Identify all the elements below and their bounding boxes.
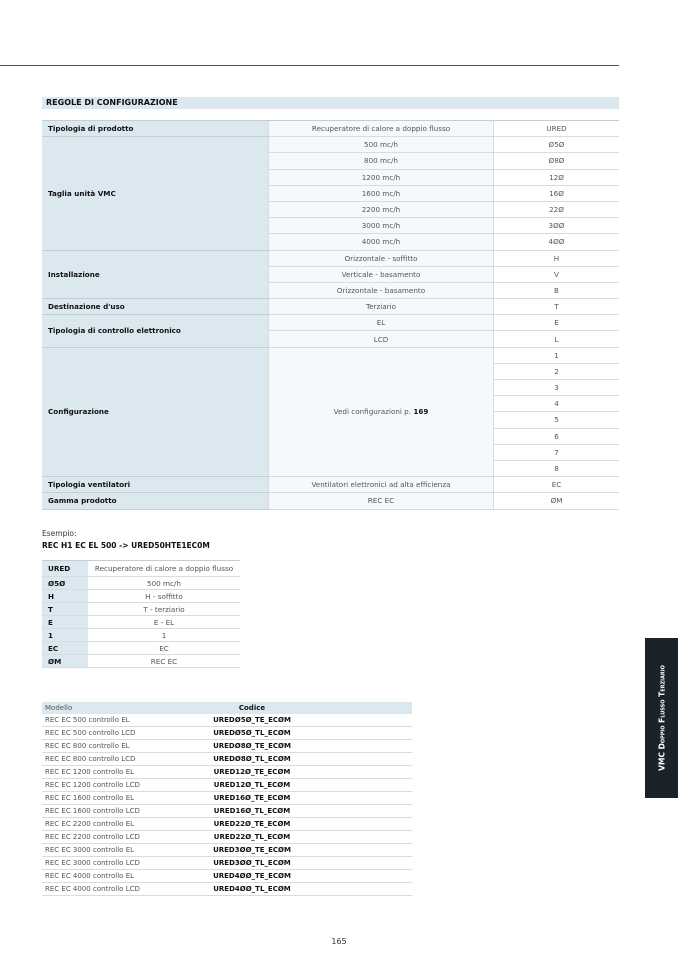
rule-option: 800 mc/h bbox=[269, 153, 494, 169]
product-code: UREDØ8Ø_TL_ECØM bbox=[152, 753, 412, 766]
rule-option: Terziario bbox=[269, 299, 494, 315]
rule-code: Ø8Ø bbox=[494, 153, 620, 169]
model-name: REC EC 500 controllo EL bbox=[42, 714, 152, 727]
example-code: Ø5Ø bbox=[42, 577, 88, 590]
rule-code: 3ØØ bbox=[494, 218, 620, 234]
section-title: REGOLE DI CONFIGURAZIONE bbox=[42, 97, 619, 109]
example-code: T bbox=[42, 603, 88, 616]
rule-option: 500 mc/h bbox=[269, 137, 494, 153]
product-code: URED16Ø_TL_ECØM bbox=[152, 805, 412, 818]
example-meaning: E - EL bbox=[88, 616, 240, 629]
code-row bbox=[42, 857, 412, 870]
code-row bbox=[42, 753, 412, 766]
example-label: Esempio: bbox=[42, 529, 77, 538]
example-row bbox=[42, 616, 240, 629]
example-code: ØM bbox=[42, 655, 88, 668]
model-name: REC EC 3000 controllo LCD bbox=[42, 857, 152, 870]
product-code: UREDØ8Ø_TE_ECØM bbox=[152, 740, 412, 753]
product-code: URED4ØØ_TE_ECØM bbox=[152, 870, 412, 883]
product-code: URED12Ø_TL_ECØM bbox=[152, 779, 412, 792]
rule-description bbox=[269, 347, 494, 477]
model-name: REC EC 500 controllo LCD bbox=[42, 727, 152, 740]
example-meaning: T - terziario bbox=[88, 603, 240, 616]
rule-code: 7 bbox=[494, 444, 620, 460]
rule-code: EC bbox=[494, 477, 620, 493]
side-tab-label: VMC Doppio Flusso Terziario bbox=[657, 665, 666, 771]
config-row bbox=[42, 299, 619, 315]
code-row bbox=[42, 727, 412, 740]
rule-code: URED bbox=[494, 121, 620, 137]
product-code: UREDØ5Ø_TL_ECØM bbox=[152, 727, 412, 740]
header-codice: Codice bbox=[152, 702, 412, 714]
example-row bbox=[42, 603, 240, 616]
example-row bbox=[42, 629, 240, 642]
config-row bbox=[42, 250, 619, 266]
product-code: URED3ØØ_TE_ECØM bbox=[152, 844, 412, 857]
product-code: URED4ØØ_TL_ECØM bbox=[152, 883, 412, 896]
code-row bbox=[42, 766, 412, 779]
code-row bbox=[42, 818, 412, 831]
code-row bbox=[42, 714, 412, 727]
page-number: 165 bbox=[331, 937, 347, 946]
rule-code: 16Ø bbox=[494, 185, 620, 201]
config-row bbox=[42, 121, 619, 137]
model-name: REC EC 1200 controllo EL bbox=[42, 766, 152, 779]
rule-code: B bbox=[494, 282, 620, 298]
product-code: URED16Ø_TE_ECØM bbox=[152, 792, 412, 805]
rule-label: Installazione bbox=[42, 250, 269, 299]
example-code: 1 bbox=[42, 629, 88, 642]
rule-label: Taglia unità VMC bbox=[42, 137, 269, 250]
rule-code: 4 bbox=[494, 396, 620, 412]
code-row bbox=[42, 779, 412, 792]
rule-label: Destinazione d'uso bbox=[42, 299, 269, 315]
rule-code: ØM bbox=[494, 493, 620, 509]
example-meaning: EC bbox=[88, 642, 240, 655]
example-meaning: H - soffitto bbox=[88, 590, 240, 603]
rule-option: 3000 mc/h bbox=[269, 218, 494, 234]
rule-code: 3 bbox=[494, 380, 620, 396]
rule-code: 1 bbox=[494, 347, 620, 363]
rule-code: Ø5Ø bbox=[494, 137, 620, 153]
product-code: URED22Ø_TE_ECØM bbox=[152, 818, 412, 831]
model-name: REC EC 4000 controllo LCD bbox=[42, 883, 152, 896]
header-rule bbox=[0, 65, 619, 66]
example-row bbox=[42, 590, 240, 603]
example-code: URED bbox=[42, 561, 88, 577]
code-row bbox=[42, 792, 412, 805]
rule-option: Orizzontale - basamento bbox=[269, 282, 494, 298]
rule-option: 4000 mc/h bbox=[269, 234, 494, 250]
codes-header bbox=[42, 702, 412, 714]
section-side-tab bbox=[645, 638, 678, 798]
example-formula: REC H1 EC EL 500 -> URED50HTE1EC0M bbox=[42, 541, 210, 550]
config-row bbox=[42, 477, 619, 493]
model-name: REC EC 4000 controllo EL bbox=[42, 870, 152, 883]
rule-option: EL bbox=[269, 315, 494, 331]
example-code: H bbox=[42, 590, 88, 603]
rule-code: 22Ø bbox=[494, 201, 620, 217]
product-code: URED12Ø_TE_ECØM bbox=[152, 766, 412, 779]
model-name: REC EC 2200 controllo LCD bbox=[42, 831, 152, 844]
example-row bbox=[42, 655, 240, 668]
rule-label: Tipologia di controllo elettronico bbox=[42, 315, 269, 347]
example-meaning: 500 mc/h bbox=[88, 577, 240, 590]
rule-code: E bbox=[494, 315, 620, 331]
rule-option: LCD bbox=[269, 331, 494, 347]
model-name: REC EC 800 controllo EL bbox=[42, 740, 152, 753]
example-code: E bbox=[42, 616, 88, 629]
code-row bbox=[42, 831, 412, 844]
example-table bbox=[42, 560, 240, 668]
config-row bbox=[42, 137, 619, 153]
header-modello: Modello bbox=[42, 702, 152, 714]
rule-code: 8 bbox=[494, 460, 620, 476]
rule-option: Ventilatori elettronici ad alta efficienza bbox=[269, 477, 494, 493]
rule-option: 2200 mc/h bbox=[269, 201, 494, 217]
rule-code: H bbox=[494, 250, 620, 266]
rule-code: 4ØØ bbox=[494, 234, 620, 250]
product-code: UREDØ5Ø_TE_ECØM bbox=[152, 714, 412, 727]
code-row bbox=[42, 844, 412, 857]
rule-option: 1200 mc/h bbox=[269, 169, 494, 185]
rule-label: Gamma prodotto bbox=[42, 493, 269, 509]
example-row bbox=[42, 577, 240, 590]
rule-option: Verticale - basamento bbox=[269, 266, 494, 282]
rule-code: 6 bbox=[494, 428, 620, 444]
example-row bbox=[42, 642, 240, 655]
rule-option: Orizzontale - soffitto bbox=[269, 250, 494, 266]
model-name: REC EC 1200 controllo LCD bbox=[42, 779, 152, 792]
code-row bbox=[42, 870, 412, 883]
rule-code: 2 bbox=[494, 363, 620, 379]
config-reference-text: Vedi configurazioni p. bbox=[333, 407, 412, 417]
rule-code: 12Ø bbox=[494, 169, 620, 185]
example-row bbox=[42, 561, 240, 577]
code-row bbox=[42, 740, 412, 753]
model-name: REC EC 1600 controllo LCD bbox=[42, 805, 152, 818]
config-page-reference: 169 bbox=[413, 407, 429, 417]
rule-label: Tipologia ventilatori bbox=[42, 477, 269, 493]
product-code: URED3ØØ_TL_ECØM bbox=[152, 857, 412, 870]
codes-table bbox=[42, 702, 412, 896]
model-name: REC EC 1600 controllo EL bbox=[42, 792, 152, 805]
rule-code: V bbox=[494, 266, 620, 282]
example-meaning: 1 bbox=[88, 629, 240, 642]
code-row bbox=[42, 805, 412, 818]
config-row bbox=[42, 347, 619, 363]
config-row bbox=[42, 315, 619, 331]
rule-code: T bbox=[494, 299, 620, 315]
rule-option: 1600 mc/h bbox=[269, 185, 494, 201]
rule-label: Tipologia di prodotto bbox=[42, 121, 269, 137]
example-meaning: Recuperatore di calore a doppio flusso bbox=[88, 561, 240, 577]
code-row bbox=[42, 883, 412, 896]
model-name: REC EC 2200 controllo EL bbox=[42, 818, 152, 831]
product-code: URED22Ø_TL_ECØM bbox=[152, 831, 412, 844]
rule-code: L bbox=[494, 331, 620, 347]
config-rules-table bbox=[42, 120, 619, 510]
model-name: REC EC 800 controllo LCD bbox=[42, 753, 152, 766]
example-code: EC bbox=[42, 642, 88, 655]
rule-option: REC EC bbox=[269, 493, 494, 509]
example-meaning: REC EC bbox=[88, 655, 240, 668]
rule-label: Configurazione bbox=[42, 347, 269, 477]
model-name: REC EC 3000 controllo EL bbox=[42, 844, 152, 857]
rule-code: 5 bbox=[494, 412, 620, 428]
rule-option: Recuperatore di calore a doppio flusso bbox=[269, 121, 494, 137]
config-row bbox=[42, 493, 619, 509]
